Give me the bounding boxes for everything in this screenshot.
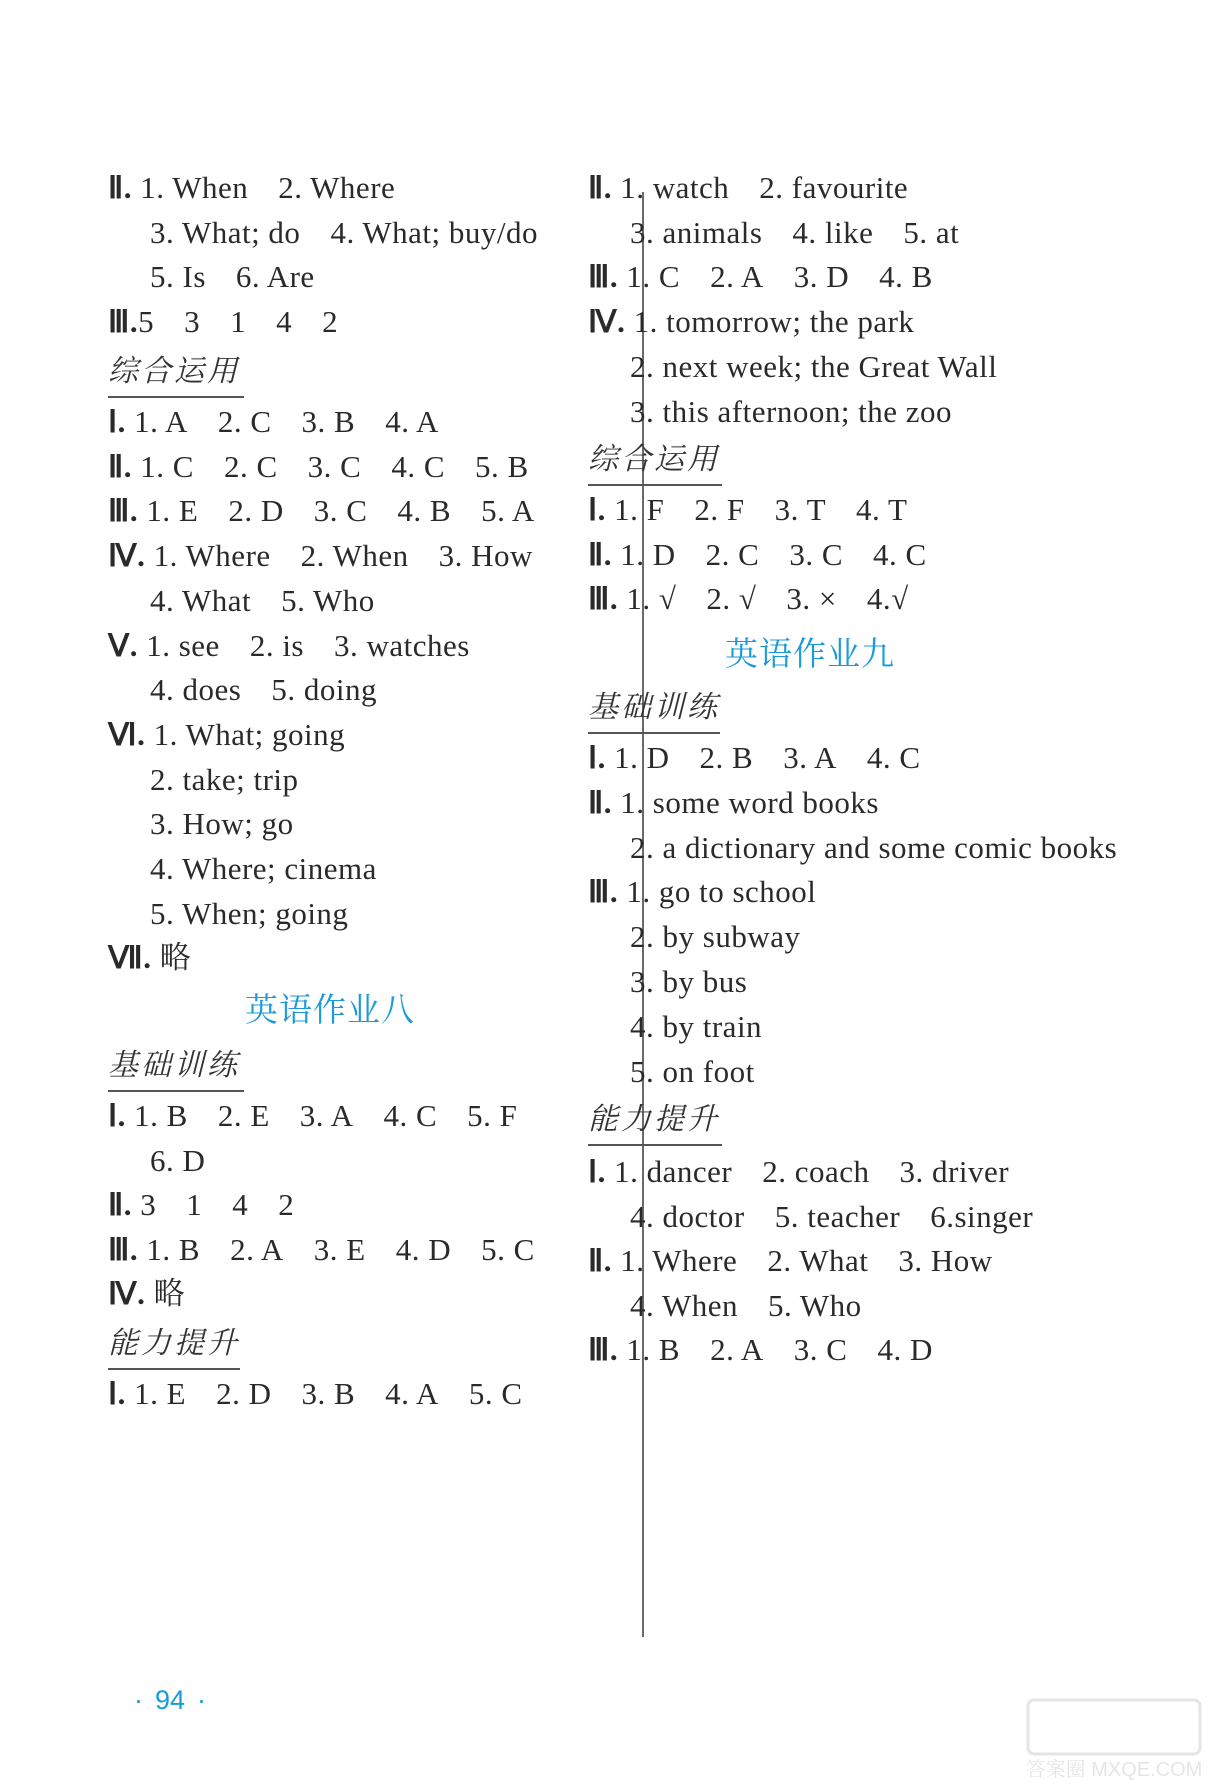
answer-line: [108, 168, 425, 208]
question-number: Ⅳ.: [108, 538, 154, 574]
question-number: Ⅲ.: [588, 259, 627, 295]
answer-item: 5. Who: [281, 582, 375, 618]
answer-item: 1. B: [134, 1098, 188, 1133]
answer-item: 4. does: [150, 672, 242, 708]
answer-line: [108, 1230, 565, 1270]
answer-item: 1. What; going: [153, 716, 346, 752]
answer-line: [630, 917, 830, 957]
answer-item: 2. B: [699, 740, 754, 775]
answer-item: 2. take; trip: [150, 761, 299, 797]
answer-item: 2. What: [767, 1243, 869, 1279]
answer-item: 5. doing: [271, 672, 377, 708]
answer-item: 3. What; do: [150, 214, 301, 250]
question-number: Ⅶ.: [108, 940, 160, 976]
question-number: Ⅱ.: [588, 784, 621, 820]
answer-item: 2. C: [217, 404, 272, 439]
section-heading: 基础训练: [588, 690, 720, 725]
answer-item: 3. C: [307, 448, 362, 484]
answer-line: [150, 894, 378, 934]
answer-item: 1. B: [146, 1231, 201, 1267]
heading-underline: [588, 732, 720, 734]
question-number: Ⅳ.: [588, 304, 634, 340]
answer-item: 2. C: [223, 448, 278, 484]
answer-item: 5. F: [467, 1098, 518, 1133]
answer-item: 2: [322, 303, 339, 339]
answer-item: 2. When: [300, 538, 409, 574]
question-number: Ⅳ.: [108, 1276, 154, 1311]
answer-item: 1. √: [626, 581, 677, 617]
section-heading: 基础训练: [108, 1048, 240, 1083]
watermark-logo: [1024, 1694, 1204, 1784]
answer-item: 6. D: [150, 1142, 206, 1178]
question-number: Ⅰ.: [108, 404, 135, 439]
answer-item: 2. A: [230, 1231, 284, 1267]
page-number: [122, 1685, 218, 1716]
answer-item: 2. D: [228, 493, 284, 529]
answer-line: [150, 670, 407, 710]
answer-item: 1. Where: [153, 538, 271, 574]
answer-item: 4. doctor: [630, 1198, 745, 1234]
answer-item: 1. When: [140, 170, 249, 205]
answer-item: 1. F: [614, 492, 665, 527]
answer-item: 4. C: [391, 448, 446, 484]
question-number: Ⅲ.: [588, 581, 627, 617]
question-number: Ⅲ.: [108, 1231, 147, 1267]
answer-line: [630, 1052, 785, 1092]
answer-item: 3. E: [313, 1231, 366, 1267]
homework-title: 英语作业八: [245, 990, 415, 1029]
answer-line: [108, 1096, 547, 1136]
answer-line: [150, 213, 568, 253]
question-number: Ⅱ.: [588, 1243, 621, 1279]
answer-item: 6.singer: [930, 1198, 1034, 1234]
heading-underline: [108, 1090, 244, 1092]
answer-item: 4: [276, 303, 293, 339]
answer-item: 3. How: [438, 538, 533, 574]
answer-item: 2. A: [710, 1332, 764, 1368]
answer-item: 1. Where: [620, 1243, 738, 1279]
question-number: Ⅴ.: [108, 627, 147, 663]
answer-line: [108, 715, 375, 755]
answer-item: 3. How; go: [150, 806, 294, 842]
answer-item: 5. B: [475, 448, 529, 484]
answer-item: 2. Where: [278, 170, 396, 205]
answer-item: 4: [232, 1187, 249, 1222]
answer-item: 2. F: [694, 492, 745, 527]
answer-line: [630, 213, 989, 253]
answer-item: 4. What: [150, 582, 252, 618]
question-number: Ⅱ.: [108, 1187, 141, 1222]
answer-line: [630, 392, 982, 432]
answer-line: [150, 257, 345, 297]
question-number: Ⅱ.: [108, 170, 141, 205]
answer-item: 6. Are: [235, 259, 315, 294]
answer-item: 2: [278, 1187, 295, 1222]
answer-item: 3. C: [313, 493, 368, 529]
answer-item: 1: [230, 303, 247, 339]
section-heading: 能力提升: [108, 1326, 240, 1361]
answer-item: 1. E: [146, 493, 199, 529]
heading-underline: [108, 1368, 240, 1370]
answer-item: 4. Where; cinema: [150, 851, 377, 886]
answer-item: 2. A: [710, 259, 764, 295]
question-number: Ⅵ.: [108, 716, 154, 752]
answer-item: 5. on foot: [630, 1053, 755, 1089]
heading-underline: [108, 396, 244, 398]
answer-line: [630, 1007, 792, 1047]
answer-item: 2. √: [706, 581, 757, 617]
answer-item: 4. What; buy/do: [330, 214, 538, 250]
answer-item: 3. A: [299, 1098, 354, 1133]
answer-item: 3: [184, 303, 201, 339]
answer-item: 1. dancer: [614, 1154, 733, 1189]
answer-item: 3. by bus: [630, 964, 748, 999]
answer-line: [150, 804, 324, 844]
answer-item: 4.√: [866, 581, 909, 617]
answer-item: 4. B: [397, 493, 452, 529]
answer-line: [150, 849, 407, 889]
answer-item: 3. B: [301, 1376, 356, 1411]
answer-item: 1. E: [134, 1376, 187, 1411]
answer-item: 1. D: [614, 740, 670, 775]
answer-line: [108, 1185, 324, 1225]
answer-line: [630, 962, 777, 1002]
answer-line: [588, 1330, 963, 1370]
answer-line: [630, 347, 1027, 387]
right-column: [588, 0, 1214, 1792]
answer-item: 2. next week; the Great Wall: [630, 348, 998, 384]
answer-item: 2. a dictionary and some comic books: [630, 829, 1118, 865]
answer-line: [588, 872, 846, 912]
answer-line: [588, 490, 937, 530]
answer-item: 4. D: [395, 1231, 452, 1267]
answer-item: 3. ×: [786, 581, 837, 617]
answer-line: [588, 738, 951, 778]
answer-line: [108, 402, 469, 442]
answer-line: [108, 1374, 553, 1414]
question-number: Ⅰ.: [588, 740, 615, 775]
answer-line: [108, 491, 565, 531]
answer-item: 3: [140, 1187, 157, 1222]
section-heading: 综合运用: [108, 354, 240, 389]
answer-line: [108, 302, 368, 342]
answer-line: [588, 168, 938, 208]
answer-item: 2. favourite: [759, 170, 909, 205]
answer-item: 4. D: [877, 1332, 933, 1368]
answer-item: 2. is: [249, 627, 304, 663]
section-heading: 能力提升: [588, 1102, 720, 1137]
answer-item: 5. at: [903, 214, 960, 250]
answer-item: 4. like: [792, 214, 874, 250]
answer-item: 1. go to school: [626, 874, 817, 910]
answer-item: 3. driver: [899, 1154, 1010, 1189]
answer-line: [150, 760, 329, 800]
answer-item: 4. A: [385, 1376, 439, 1411]
question-number: Ⅰ.: [588, 1154, 615, 1189]
answer-line: [630, 1286, 892, 1326]
question-number: Ⅲ.: [108, 303, 139, 339]
answer-item: 3. this afternoon; the zoo: [630, 393, 953, 429]
answer-line: [588, 1152, 1039, 1192]
answer-line: [630, 828, 1147, 868]
answer-line: [588, 257, 963, 297]
answer-line: [108, 626, 500, 666]
footer-dot-left: ·: [134, 1685, 143, 1715]
answer-item: 4. by train: [630, 1008, 763, 1044]
answer-item: 5. When; going: [150, 895, 349, 931]
answer-item: 5: [138, 303, 155, 339]
answer-item: 1. watch: [620, 170, 730, 205]
question-number: Ⅰ.: [108, 1098, 135, 1133]
answer-line: [588, 302, 944, 342]
question-number: Ⅱ.: [588, 170, 621, 205]
answer-item: 3. B: [301, 404, 356, 439]
answer-item: 1. B: [626, 1332, 681, 1368]
answer-item: 1. D: [620, 536, 676, 572]
answer-item: 3. C: [793, 1332, 848, 1368]
question-number: Ⅲ.: [588, 874, 627, 910]
answer-line: [630, 1197, 1063, 1237]
answer-item: 2. C: [705, 536, 760, 572]
answer-line: [588, 535, 957, 575]
answer-item: 1. some word books: [620, 784, 879, 820]
question-number: Ⅰ.: [108, 1376, 135, 1411]
answer-item: 4. C: [383, 1098, 438, 1133]
answer-item: 5. C: [481, 1231, 535, 1267]
question-number: Ⅰ.: [588, 492, 615, 527]
answer-item: 1. see: [146, 627, 220, 663]
watermark-text: 答案圈 MXQE.COM: [1025, 1759, 1203, 1781]
page-number-text: 94: [155, 1685, 186, 1715]
answer-line: [588, 783, 909, 823]
answer-item: 略: [159, 940, 192, 976]
answer-line: [108, 447, 559, 487]
answer-line: [150, 581, 405, 621]
heading-underline: [588, 484, 722, 486]
answer-item: 3. How: [898, 1243, 993, 1279]
answer-item: 4. When: [630, 1287, 738, 1323]
answer-item: 3. A: [783, 740, 837, 775]
answer-item: 2. by subway: [630, 919, 801, 955]
answer-item: 2. coach: [762, 1154, 870, 1189]
question-number: Ⅲ.: [588, 1332, 627, 1368]
question-number: Ⅱ.: [108, 448, 141, 484]
answer-item: 略: [153, 1276, 186, 1311]
question-number: Ⅱ.: [588, 536, 621, 572]
heading-underline: [588, 1144, 722, 1146]
answer-line: [108, 938, 221, 978]
answer-item: 4. C: [873, 536, 927, 572]
answer-line: [108, 536, 563, 576]
answer-item: 5. teacher: [774, 1198, 901, 1234]
answer-item: 3. T: [774, 492, 827, 527]
answer-item: 4. T: [856, 492, 908, 527]
answer-item: 5. Who: [767, 1287, 862, 1323]
answer-item: 2. E: [217, 1098, 270, 1133]
answer-item: 3. watches: [334, 627, 470, 663]
answer-item: 4. B: [879, 259, 933, 295]
answer-item: 4. C: [866, 740, 921, 775]
answer-item: 4. A: [385, 404, 439, 439]
answer-line: [588, 1241, 1023, 1281]
answer-item: 5. C: [468, 1376, 523, 1411]
answer-item: 3. D: [793, 259, 850, 295]
answer-item: 2. D: [216, 1376, 272, 1411]
question-number: Ⅲ.: [108, 493, 147, 529]
answer-item: 1. C: [626, 259, 681, 295]
answer-item: 1: [186, 1187, 203, 1222]
answer-line: [588, 579, 939, 619]
answer-item: 3. animals: [630, 214, 763, 250]
answer-item: 1. A: [134, 404, 188, 439]
answer-item: 1. C: [140, 448, 194, 484]
answer-item: 5. Is: [150, 259, 206, 294]
answer-line: [150, 1141, 235, 1181]
footer-dot-right: ·: [197, 1685, 207, 1715]
answer-item: 5. A: [481, 493, 535, 529]
answer-item: 3. C: [789, 536, 844, 572]
homework-title: 英语作业九: [725, 634, 895, 673]
section-heading: 综合运用: [588, 442, 720, 477]
answer-item: 1. tomorrow; the park: [633, 304, 915, 340]
answer-line: [108, 1274, 215, 1314]
